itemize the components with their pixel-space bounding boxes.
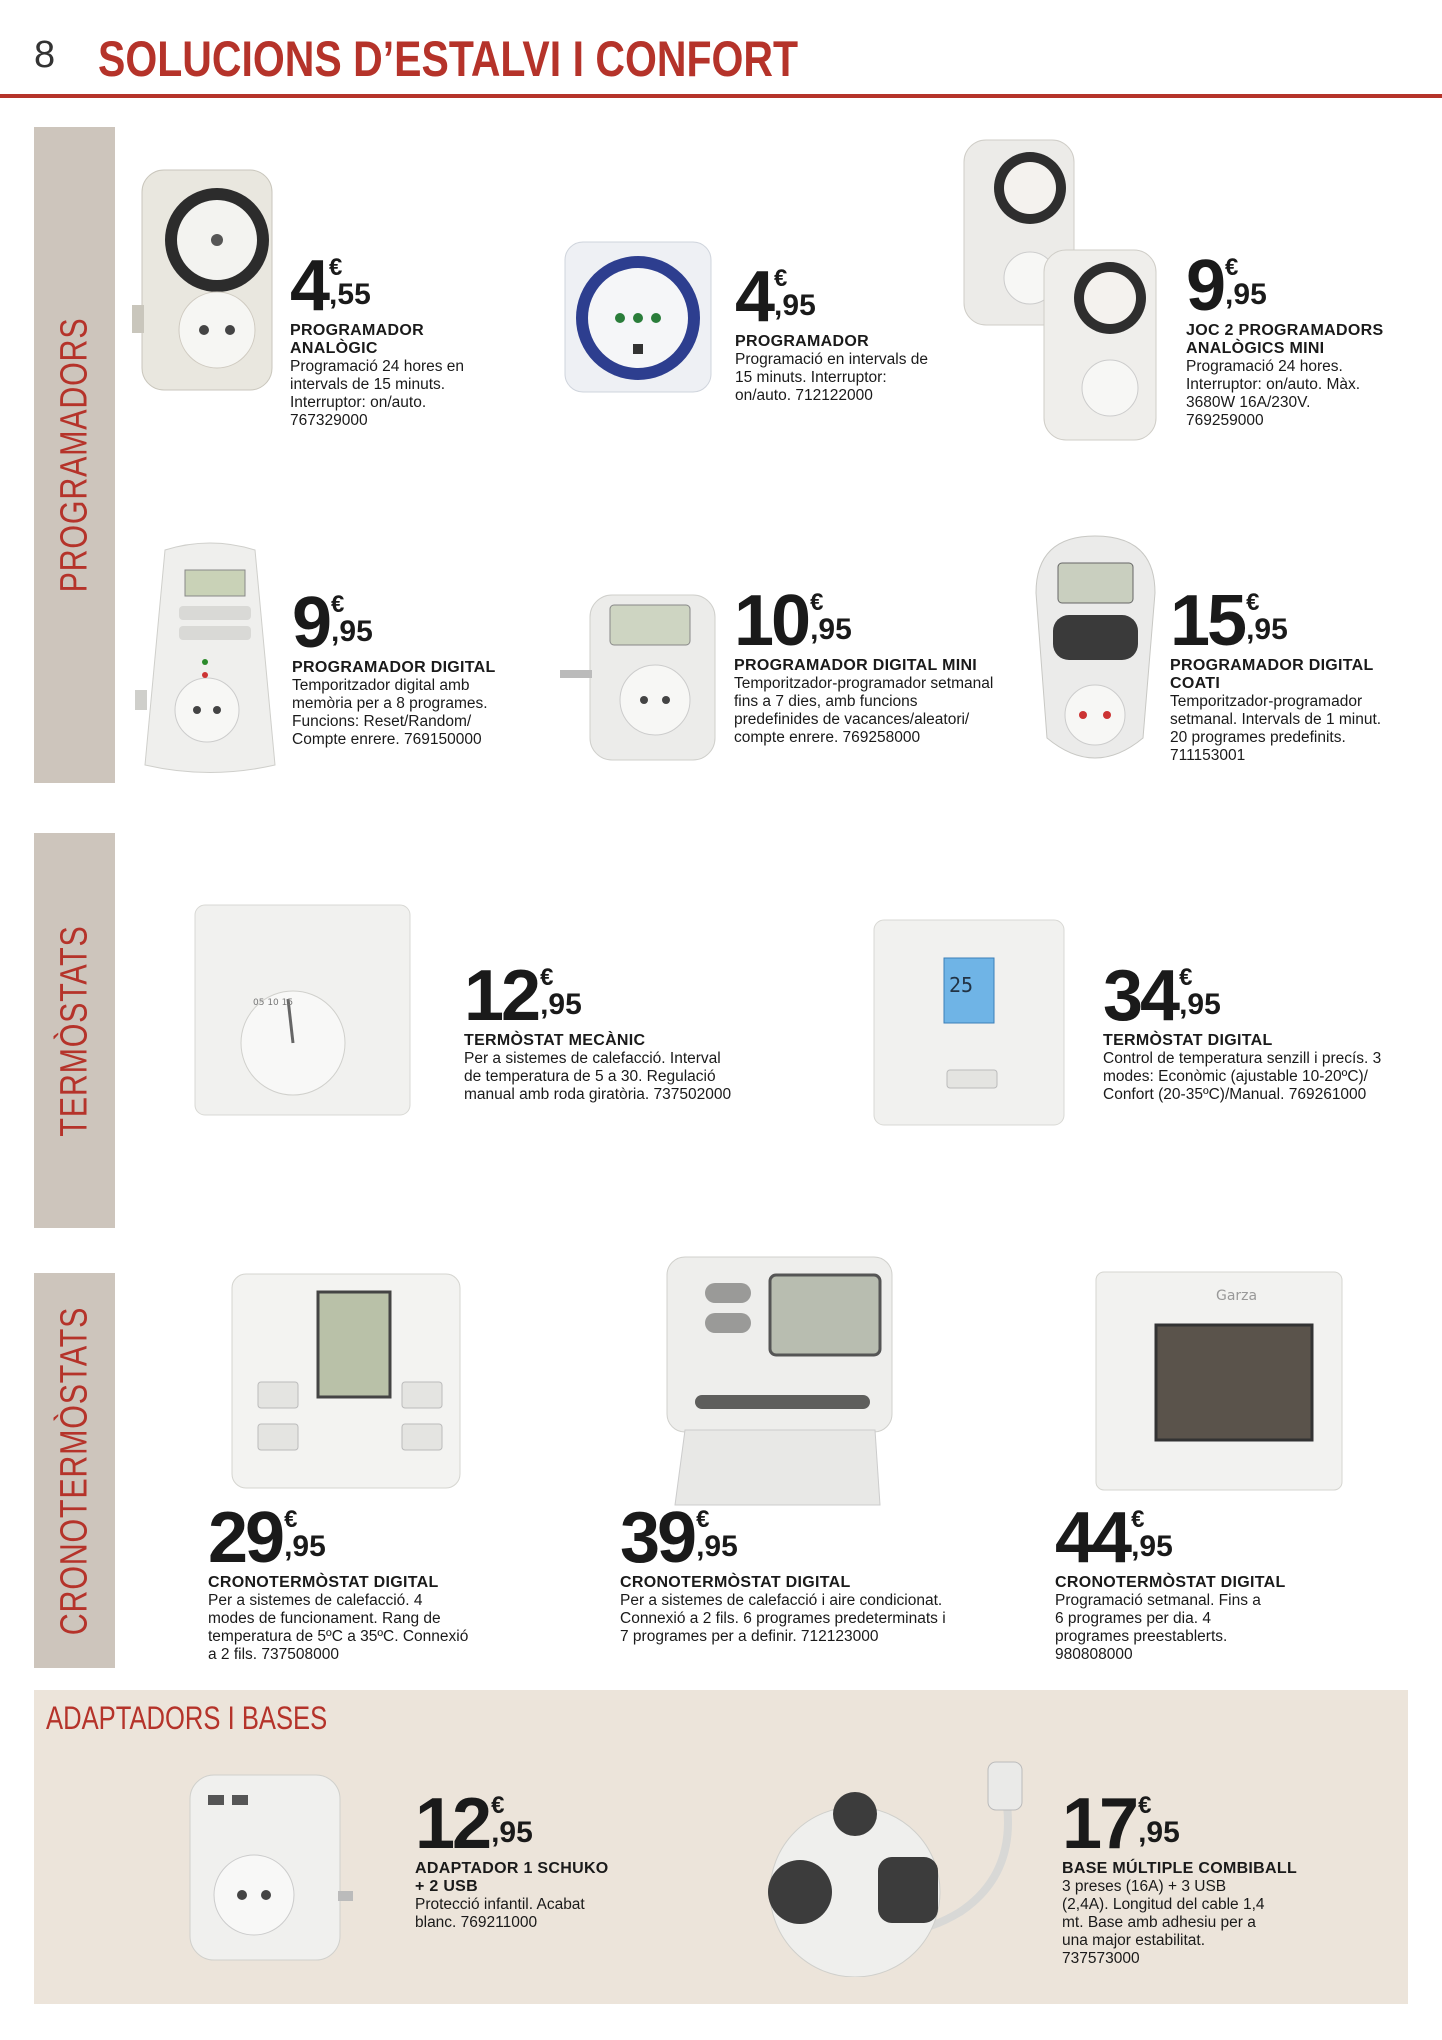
price-decimal: ,95 <box>540 988 582 1021</box>
price-integer: 15 <box>1170 581 1245 661</box>
product-image-analog-timer <box>132 165 282 395</box>
section-label-termostats: TERMÒSTATS <box>53 924 95 1137</box>
currency-symbol: € <box>1131 1506 1145 1533</box>
currency-symbol: € <box>1179 964 1193 991</box>
price <box>735 257 1035 337</box>
product-cronotermostat-3 <box>1055 1498 1355 1664</box>
product-image-coati-timer <box>1033 533 1158 778</box>
price <box>1062 1784 1362 1864</box>
product-name: PROGRAMADOR <box>735 333 869 350</box>
price-decimal: ,95 <box>1246 613 1288 646</box>
price-integer: 17 <box>1062 1784 1137 1864</box>
price-decimal: ,95 <box>1131 1530 1173 1563</box>
product-cronotermostat-1 <box>208 1498 508 1664</box>
price-decimal: ,95 <box>1138 1816 1180 1849</box>
product-image-power-cube <box>760 1752 1060 1977</box>
price <box>1186 246 1442 326</box>
price-decimal: ,95 <box>774 289 816 322</box>
price-integer: 29 <box>208 1498 283 1578</box>
price <box>415 1784 715 1864</box>
section-label-cronotermostats: CRONOTERMÒSTATS <box>53 1306 95 1635</box>
page-number: 8 <box>34 34 56 76</box>
product-image-chrono-thermostat-2 <box>665 1255 895 1510</box>
section-label-programadors: PROGRAMADORS <box>53 317 95 593</box>
svg-text:Garza: Garza <box>1216 1288 1258 1304</box>
product-name: TERMÒSTAT DIGITAL <box>1103 1032 1273 1049</box>
price-integer: 9 <box>292 583 330 663</box>
price-decimal: ,95 <box>1225 278 1267 311</box>
product-name: PROGRAMADOR DIGITAL <box>292 659 496 676</box>
product-termostat-digital <box>1103 956 1403 1104</box>
section-cronotermostats <box>34 1273 115 1668</box>
price <box>208 1498 508 1578</box>
product-description: Per a sistemes de calefacció. 4 modes de funcionament. Rang de temperatura de 5ºC a 35ºC. Connexió a 2 fils. 737508000 <box>208 1592 469 1663</box>
price <box>292 583 592 663</box>
product-programador-digital-mini <box>734 581 1034 747</box>
currency-symbol: € <box>810 589 824 616</box>
price <box>1055 1498 1355 1578</box>
product-image-mechanical-thermostat <box>193 903 413 1118</box>
product-image-digital-thermostat <box>872 918 1067 1128</box>
currency-symbol: € <box>1246 589 1260 616</box>
product-description: Per a sistemes de calefacció i aire condicionat. Connexió a 2 fils. 6 programes predeterminats i 7 programes per a definir. 712123000 <box>620 1592 946 1645</box>
product-name: ADAPTADOR 1 SCHUKO + 2 USB <box>415 1860 609 1895</box>
title-rule <box>0 94 1442 98</box>
product-description: Programació 24 hores en intervals de 15 minuts. Interruptor: on/auto. 767329000 <box>290 358 465 429</box>
currency-symbol: € <box>540 964 554 991</box>
product-name: TERMÒSTAT MECÀNIC <box>464 1032 646 1049</box>
section-programadors <box>34 127 115 783</box>
product-programador-digital-coati <box>1170 581 1442 765</box>
product-description: Temporitzador-programador setmanal. Intervals de 1 minut. 20 programes predefinits. 711153001 <box>1170 693 1382 764</box>
product-description: Programació setmanal. Fins a 6 programes per dia. 4 programes preestablerts. 980808000 <box>1055 1592 1261 1663</box>
section-label-adaptadors: ADAPTADORS I BASES <box>46 1700 328 1736</box>
section-termostats <box>34 833 115 1228</box>
price-integer: 44 <box>1055 1498 1130 1578</box>
price-integer: 39 <box>620 1498 695 1578</box>
product-image-chrono-thermostat-1 <box>230 1272 462 1490</box>
price-decimal: ,95 <box>491 1816 533 1849</box>
price-integer: 4 <box>290 246 328 326</box>
product-name: JOC 2 PROGRAMADORS ANALÒGICS MINI <box>1186 322 1384 357</box>
price-integer: 9 <box>1186 246 1224 326</box>
currency-symbol: € <box>696 1506 710 1533</box>
price-decimal: ,95 <box>696 1530 738 1563</box>
product-description: 3 preses (16A) + 3 USB (2,4A). Longitud del cable 1,4 mt. Base amb adhesiu per a una major estabilitat. 737573000 <box>1062 1878 1265 1967</box>
currency-symbol: € <box>491 1792 505 1819</box>
product-base-combiball <box>1062 1784 1362 1968</box>
currency-symbol: € <box>284 1506 298 1533</box>
price-decimal: ,55 <box>329 278 371 311</box>
currency-symbol: € <box>1225 254 1239 281</box>
price-integer: 4 <box>735 257 773 337</box>
product-description: Per a sistemes de calefacció. Interval de temperatura de 5 a 30. Regulació manual amb roda giratòria. 737502000 <box>464 1050 732 1103</box>
svg-text:25: 25 <box>949 973 974 997</box>
product-name: CRONOTERMÒSTAT DIGITAL <box>208 1574 439 1591</box>
product-description: Programació 24 hores. Interruptor: on/auto. Màx. 3680W 16A/230V. 769259000 <box>1186 358 1361 429</box>
price-integer: 10 <box>734 581 809 661</box>
price <box>1170 581 1442 661</box>
product-name: PROGRAMADOR ANALÒGIC <box>290 322 424 357</box>
product-image-chrono-thermostat-3 <box>1094 1270 1344 1492</box>
product-name: CRONOTERMÒSTAT DIGITAL <box>1055 1574 1286 1591</box>
product-name: BASE MÚLTIPLE COMBIBALL <box>1062 1860 1298 1877</box>
product-programador-digital <box>292 583 592 749</box>
currency-symbol: € <box>331 591 345 618</box>
svg-text:05 10 15: 05 10 15 <box>253 998 294 1008</box>
product-programador <box>735 257 1035 405</box>
product-description: Temporitzador-programador setmanal fins a 7 dies, amb funcions predefinides de vacances/aleatori/ compte enrere. 769258000 <box>734 675 994 746</box>
product-name: CRONOTERMÒSTAT DIGITAL <box>620 1574 851 1591</box>
currency-symbol: € <box>774 265 788 292</box>
product-image-digital-timer <box>135 540 285 775</box>
price-decimal: ,95 <box>1179 988 1221 1021</box>
product-description: Protecció infantil. Acabat blanc. 769211000 <box>415 1896 585 1931</box>
product-joc-2-programadors <box>1186 246 1442 430</box>
price-integer: 34 <box>1103 956 1178 1036</box>
product-image-usb-adapter <box>188 1773 353 1963</box>
price <box>734 581 1034 661</box>
currency-symbol: € <box>1138 1792 1152 1819</box>
price <box>290 246 590 326</box>
product-analogic <box>290 246 590 430</box>
price-integer: 12 <box>415 1784 490 1864</box>
price <box>620 1498 920 1578</box>
product-name: PROGRAMADOR DIGITAL MINI <box>734 657 978 674</box>
product-termostat-mecanic <box>464 956 764 1104</box>
product-description: Control de temperatura senzill i precís. 3 modes: Econòmic (ajustable 10-20ºC)/ Confort (20-35ºC)/Manual. 769261000 <box>1103 1050 1382 1103</box>
price-decimal: ,95 <box>810 613 852 646</box>
price <box>1103 956 1403 1036</box>
price-decimal: ,95 <box>331 615 373 648</box>
price <box>464 956 764 1036</box>
product-adaptador-schuko <box>415 1784 715 1932</box>
price-decimal: ,95 <box>284 1530 326 1563</box>
product-cronotermostat-2 <box>620 1498 946 1646</box>
product-description: Programació en intervals de 15 minuts. Interruptor: on/auto. 712122000 <box>735 351 928 404</box>
page-title: SOLUCIONS D’ESTALVI I CONFORT <box>98 31 799 87</box>
product-name: PROGRAMADOR DIGITAL COATI <box>1170 657 1374 692</box>
product-description: Temporitzador digital amb memòria per a 8 programes. Funcions: Reset/Random/ Compte enrere. 769150000 <box>292 677 488 748</box>
currency-symbol: € <box>329 254 343 281</box>
price-integer: 12 <box>464 956 539 1036</box>
